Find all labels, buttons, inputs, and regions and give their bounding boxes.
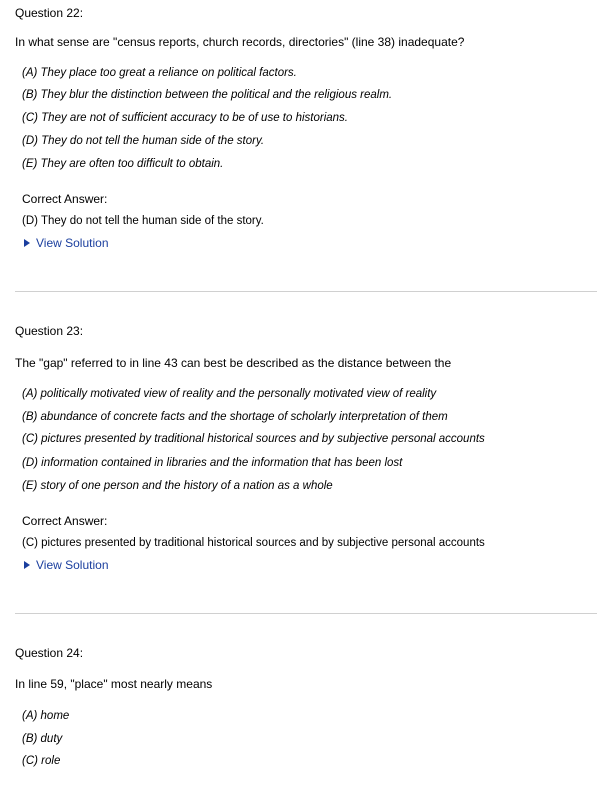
- expand-triangle-icon: [24, 561, 30, 569]
- choice-a: (A) politically motivated view of reality and the personally motivated view of reality: [22, 388, 437, 400]
- choice-e: (E) They are often too difficult to obtain.: [22, 158, 224, 170]
- question-stem: In line 59, "place" most nearly means: [15, 677, 213, 691]
- question-stem: In what sense are "census reports, church records, directories" (line 38) inadequate?: [15, 35, 465, 49]
- question-stem: The "gap" referred to in line 43 can best be described as the distance between the: [15, 356, 452, 370]
- choice-c: (C) pictures presented by traditional historical sources and by subjective personal accounts: [22, 433, 485, 445]
- question-label: Question 24:: [15, 646, 84, 660]
- choice-d: (D) They do not tell the human side of the story.: [22, 135, 265, 147]
- choice-a: (A) They place too great a reliance on political factors.: [22, 67, 297, 79]
- question-label: Question 23:: [15, 324, 84, 338]
- correct-answer-label: Correct Answer:: [22, 514, 108, 528]
- choice-c: (C) role: [22, 755, 61, 767]
- choice-d: (D) information contained in libraries and the information that has been lost: [22, 457, 403, 469]
- correct-answer-text: (C) pictures presented by traditional historical sources and by subjective personal accounts: [22, 537, 485, 549]
- correct-answer-text: (D) They do not tell the human side of the story.: [22, 215, 264, 227]
- question-label: Question 22:: [15, 6, 84, 20]
- choice-e: (E) story of one person and the history of a nation as a whole: [22, 480, 333, 492]
- view-solution-button[interactable]: [22, 236, 109, 250]
- divider: [15, 613, 597, 614]
- choice-b: (B) duty: [22, 733, 63, 745]
- choice-c: (C) They are not of sufficient accuracy to be of use to historians.: [22, 112, 348, 124]
- choice-a: (A) home: [22, 710, 70, 722]
- view-solution-label: View Solution: [36, 558, 109, 572]
- view-solution-button[interactable]: [22, 558, 109, 572]
- choice-b: (B) abundance of concrete facts and the shortage of scholarly interpretation of them: [22, 411, 448, 423]
- expand-triangle-icon: [24, 239, 30, 247]
- divider: [15, 291, 597, 292]
- choice-b: (B) They blur the distinction between the political and the religious realm.: [22, 89, 393, 101]
- view-solution-label: View Solution: [36, 236, 109, 250]
- correct-answer-label: Correct Answer:: [22, 192, 108, 206]
